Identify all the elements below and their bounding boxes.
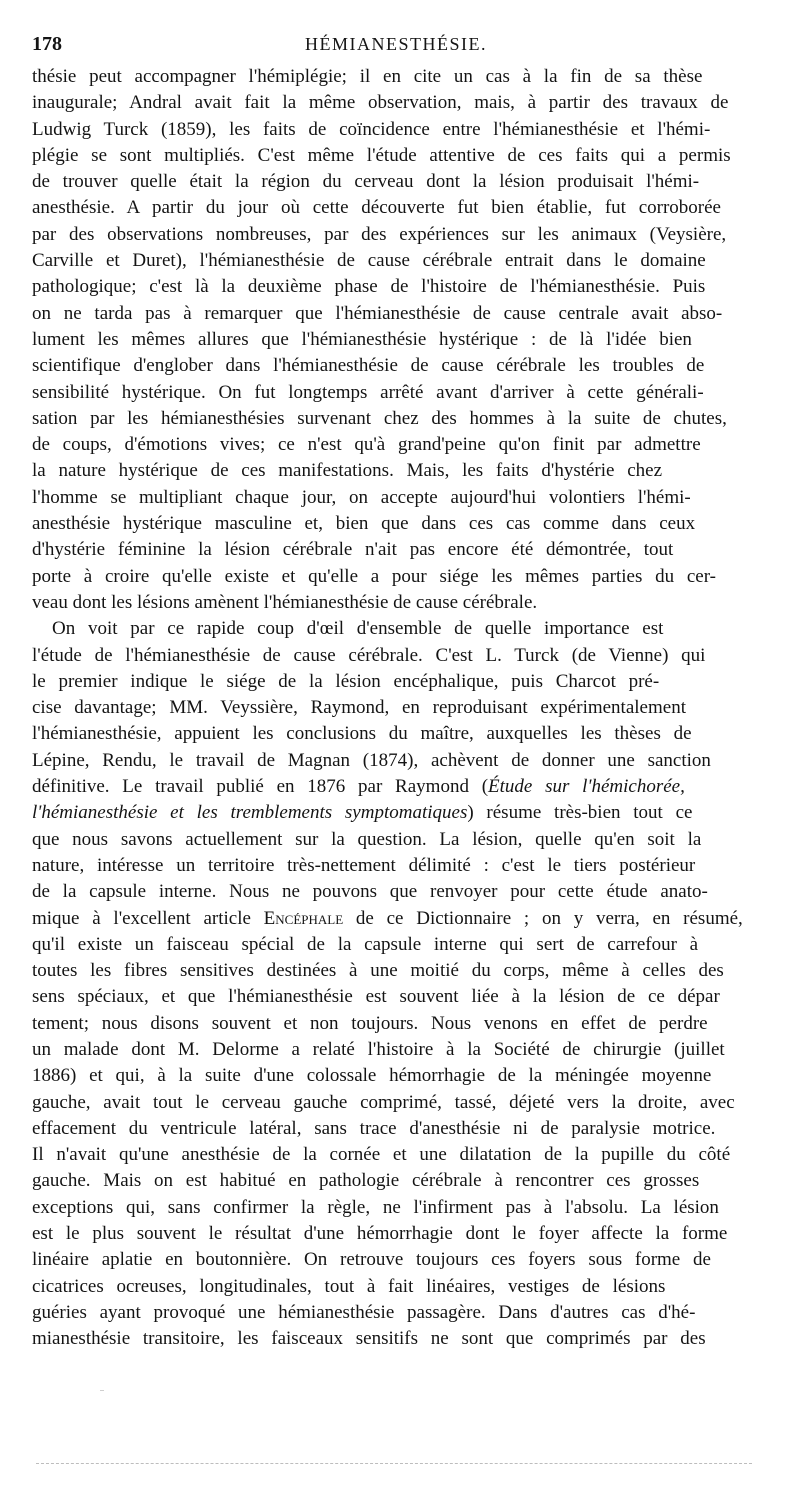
text-line: de coups, d'émotions vives; ce n'est qu'à grand'peine qu'on finit par admettre bbox=[32, 434, 701, 456]
text-line: qu'il existe un faisceau spécial de la capsule interne qui sert de carrefour à bbox=[32, 933, 699, 955]
text-line: Ludwig Turck (1859), les faits de coïncidence entre l'hémianesthésie et l'hémi- bbox=[32, 118, 711, 140]
page-header bbox=[32, 28, 760, 60]
text-line: scientifique d'englober dans l'hémianesthésie de cause cérébrale les troubles de bbox=[32, 355, 705, 377]
text-span: ) résume très-bien tout ce bbox=[467, 802, 693, 824]
italic-title: Étude sur l'hémichorée, bbox=[488, 776, 685, 798]
text-line: sation par les hémianesthésies survenant chez des hommes à la suite de chutes, bbox=[32, 407, 727, 429]
text-line: veau dont les lésions amènent l'hémianesthésie de cause cérébrale. bbox=[32, 591, 538, 613]
text-line: On voit par ce rapide coup d'œil d'ensemble de quelle importance est bbox=[52, 618, 664, 640]
text-line: effacement du ventricule latéral, sans trace d'anesthésie ni de paralysie motrice. bbox=[32, 1117, 716, 1139]
text-line: cicatrices ocreuses, longitudinales, tout à fait linéaires, vestiges de lésions bbox=[32, 1275, 666, 1297]
text-line: porte à croire qu'elle existe et qu'elle a pour siége les mêmes parties du cer- bbox=[32, 565, 717, 587]
text-line: anesthésie hystérique masculine et, bien que dans ces cas comme dans ceux bbox=[32, 513, 696, 535]
text-line: l'homme se multipliant chaque jour, on accepte aujourd'hui volontiers l'hémi- bbox=[32, 486, 691, 508]
text-line: est le plus souvent le résultat d'une hémorrhagie dont le foyer affecte la forme bbox=[32, 1223, 728, 1245]
print-speck bbox=[100, 1390, 104, 1391]
text-line: Carville et Duret), l'hémianesthésie de cause cérébrale entrait dans le domaine bbox=[32, 250, 706, 272]
text-line: gauche, avait tout le cerveau gauche comprimé, tassé, déjeté vers la droite, avec bbox=[32, 1091, 735, 1113]
text-line: la nature hystérique de ces manifestations. Mais, les faits d'hystérie chez bbox=[32, 460, 663, 482]
footer-rule bbox=[36, 1463, 752, 1464]
text-line: nature, intéresse un territoire très-nettement délimité : c'est le tiers postérieur bbox=[32, 854, 696, 876]
text-line: gauche. Mais on est habitué en pathologie cérébrale à rencontrer ces grosses bbox=[32, 1170, 700, 1192]
text-line: de trouver quelle était la région du cerveau dont la lésion produisait l'hémi- bbox=[32, 171, 700, 193]
text-line: le premier indique le siége de la lésion encéphalique, puis Charcot pré- bbox=[32, 670, 660, 692]
text-line: cise davantage; MM. Veyssière, Raymond, en reproduisant expérimentalement bbox=[32, 697, 686, 719]
text-line: exceptions qui, sans confirmer la règle, ne l'infirment pas à l'absolu. La lésion bbox=[32, 1196, 719, 1218]
text-line: lument les mêmes allures que l'hémianesthésie hystérique : de là l'idée bien bbox=[32, 328, 692, 350]
text-line: plégie se sont multipliés. C'est même l'étude attentive de ces faits qui a permis bbox=[32, 144, 731, 166]
text-line bbox=[32, 906, 762, 932]
text-line: un malade dont M. Delorme a relaté l'histoire à la Société de chirurgie (juillet bbox=[32, 1038, 725, 1060]
text-line: linéaire aplatie en boutonnière. On retrouve toujours ces foyers sous forme de bbox=[32, 1249, 711, 1271]
body-text bbox=[32, 64, 762, 1353]
text-line: toutes les fibres sensitives destinées à une moitié du corps, même à celles des bbox=[32, 960, 724, 982]
article-reference: Encéphale bbox=[263, 907, 344, 929]
italic-title: l'hémianesthésie et les tremblements symptomatiques bbox=[32, 802, 468, 824]
text-line: mianesthésie transitoire, les faisceaux sensitifs ne sont que comprimés par des bbox=[32, 1328, 706, 1350]
text-line: pathologique; c'est là la deuxième phase de l'histoire de l'hémianesthésie. Puis bbox=[32, 276, 706, 298]
text-span: définitive. Le travail publié en 1876 par Raymond ( bbox=[32, 776, 489, 798]
text-line: Lépine, Rendu, le travail de Magnan (1874), achèvent de donner une sanction bbox=[32, 749, 711, 771]
text-line bbox=[32, 774, 762, 800]
text-line: anesthésie. A partir du jour où cette découverte fut bien établie, fut corroborée bbox=[32, 197, 721, 219]
text-line: guéries ayant provoqué une hémianesthésie passagère. Dans d'autres cas d'hé- bbox=[32, 1301, 696, 1323]
text-line: que nous savons actuellement sur la question. La lésion, quelle qu'en soit la bbox=[32, 828, 702, 850]
page-number: 178 bbox=[32, 33, 62, 55]
text-line: 1886) et qui, à la suite d'une colossale hémorrhagie de la méningée moyenne bbox=[32, 1065, 712, 1087]
text-line: thésie peut accompagner l'hémiplégie; il en cite un cas à la fin de sa thèse bbox=[32, 66, 703, 87]
text-line: Il n'avait qu'une anesthésie de la cornée et une dilatation de la pupille du côté bbox=[32, 1144, 731, 1166]
text-line: d'hystérie féminine la lésion cérébrale n'ait pas encore été démontrée, tout bbox=[32, 539, 674, 561]
text-line: l'hémianesthésie, appuient les conclusions du maître, auxquelles les thèses de bbox=[32, 723, 692, 745]
text-line: sensibilité hystérique. On fut longtemps arrêté avant d'arriver à cette générali- bbox=[32, 381, 704, 403]
text-line: on ne tarda pas à remarquer que l'hémianesthésie de cause centrale avait abso- bbox=[32, 302, 723, 324]
text-line: de la capsule interne. Nous ne pouvons que renvoyer pour cette étude anato- bbox=[32, 881, 708, 903]
text-line: l'étude de l'hémianesthésie de cause cérébrale. C'est L. Turck (de Vienne) qui bbox=[32, 644, 706, 666]
text-span: mique à l'excellent article bbox=[32, 907, 264, 929]
text-line: par des observations nombreuses, par des expériences sur les animaux (Veysière, bbox=[32, 223, 727, 245]
text-line: sens spéciaux, et que l'hémianesthésie est souvent liée à la lésion de ce dépar bbox=[32, 986, 720, 1008]
running-title: HÉMIANESTHÉSIE. bbox=[305, 34, 487, 54]
text-line: inaugurale; Andral avait fait la même observation, mais, à partir des travaux de bbox=[32, 92, 729, 114]
text-line: tement; nous disons souvent et non toujours. Nous venons en effet de perdre bbox=[32, 1012, 708, 1034]
text-span: de ce Dictionnaire ; on y verra, en résumé, bbox=[343, 907, 743, 929]
text-line bbox=[32, 800, 762, 826]
